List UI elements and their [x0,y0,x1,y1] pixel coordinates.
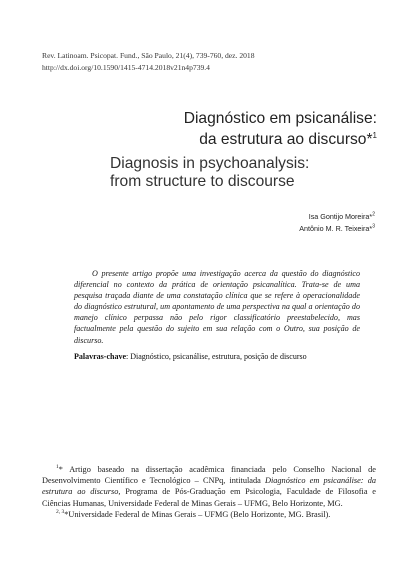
article-title-english [110,155,309,191]
footnotes [42,464,376,520]
doi-line[interactable]: http://dx.doi.org/10.1590/1415-4714.2018v21n4p739.4 [42,63,210,72]
keywords [74,351,307,362]
author-2: Antônio M. R. Teixeira*$^3$ [299,223,375,233]
title-en-line-1: Diagnosis in psychoanalysis: [110,155,310,172]
footnote-1-marker: 1 [56,464,59,471]
title-footnote-marker: 1 [372,130,377,140]
citation-line: Rev. Latinoam. Psicopat. Fund., São Paulo, 21(4), 739-760, dez. 2018 [42,51,255,60]
title-pt-line-1: Diagnóstico em psicanálise: [183,110,377,127]
footnote-1-title: Diagnóstico em psicanálise: da estrutura ao discurso [42,476,376,497]
title-pt-line-2: da estrutura ao discurso*$^1$ [199,130,377,148]
abstract [74,268,360,346]
footnote-1: $^1$* Artigo baseado na dissertação acadêmica financiada pelo Conselho Nacional de Desenvolvimento Científico e Tecnológico – CNPq, intitulada Diagnóstico em psicanálise: da estrutura ao discurso, Programa de Pós-Graduação em Psicologia, Faculdade de Filosofia e Ciências Humanas, Universidade Federal de Minas Gerais – UFMG, Belo Horizonte, MG. [42,464,376,508]
keywords-values: : Diagnóstico, psicanálise, estrutura, posição de discurso [126,352,307,361]
journal-header [42,50,255,74]
keywords-label: Palavras-chave [74,352,126,361]
author-1: Isa Gontijo Moreira*$^2$ [308,211,375,221]
author-list [299,211,375,235]
abstract-text: O presente artigo propõe uma investigação acerca da questão do diagnóstico diferencial no contexto da prática de orientação psicanalítica. Trata-se de uma pesquisa traçada diante de uma constatação clínica que se refere à operacionalidade do diagnóstico estrutural, um apontamento de uma perspectiva na qual a orientação do manejo clínico perpassa não pelo rigor classificatório preestabelecido, mas factualmente pela questão do sujeito em sua relação com o Outro, sua posição de discurso. [74,269,360,345]
article-title-portuguese [184,108,377,150]
title-en-line-2: from structure to discourse [110,173,295,190]
footnote-2-marker: 2, 3 [56,509,65,516]
footnote-2: $^{2, 3}$*Universidade Federal de Minas Gerais – UFMG (Belo Horizonte, MG. Brasil). [56,509,331,519]
